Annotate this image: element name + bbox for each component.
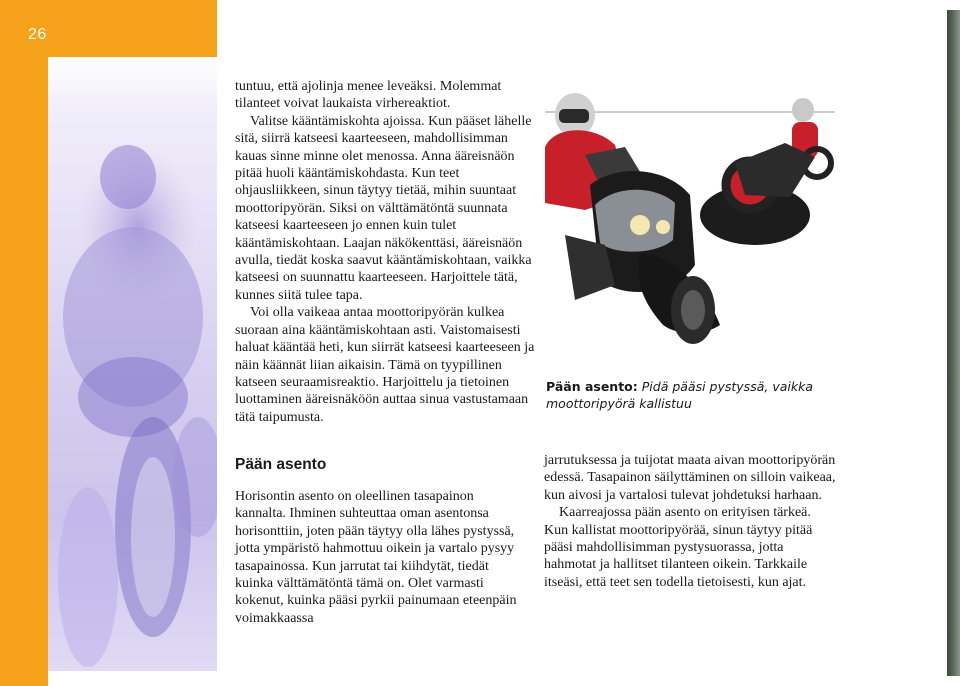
paragraph: Kaarreajossa pään asento on erityisen tärkeä. Kun kallistat moottoripyörää, sinun täytyy pitää pääsi mahdollisimman pystysuorassa, jotta hahmotat ja hallitset tilanteen oikein. Tarkkaile itseäsi, että teet sen todella tietoisesti, kun ajat. bbox=[544, 505, 813, 590]
text-column-2 bbox=[235, 488, 527, 627]
paragraph: Horisontin asento on oleellinen tasapainon kannalta. Ihminen suhteuttaa oman asentonsa horisonttiin, joten pään täytyy olla lähes pystyssä, jotta ympäristö hahmottuu oikein ja vartalo pysyy tasapainossa. Kun jarrutat tai kiihdytät, tiedät kuinka välttämätöntä tämä on. Olet varmasti kokenut, kuinka pääsi pyrkii painumaan eteenpäin voimakkaassa bbox=[235, 489, 517, 626]
caption-label: Pään asento: bbox=[546, 379, 638, 394]
paragraph: Valitse kääntämiskohta ajoissa. Kun pääset lähelle sitä, siirrä katseesi kaarteeseen, mahdollisimman kauas sinne minne olet menossa. Anna ääreisnäön pitää huoli kääntämiskohdasta. Kun teet ohjausliikkeen, sinun täytyy tietää, mihin suuntaat moottoripyörän. Siksi on välttämätöntä suunnata katseesi kaarteeseen jo ennen kuin tulet kääntämiskohtaan. Laajan näkökenttäsi, ääreisnäön avulla, tiedät koska saavut kääntämiskohtaan, vaikka katseesi on suunnattu kaarteeseen. Harjoittele tätä, kunnes siitä tulee tapa. bbox=[235, 113, 532, 303]
section-heading: Pään asento bbox=[235, 456, 327, 473]
caption-text: Pidä pääsi pystyssä, vaikka moottoripyörä kallistuu bbox=[546, 379, 813, 411]
text-column-3 bbox=[544, 452, 836, 591]
photo-caption bbox=[546, 378, 836, 412]
purple-tinted-rider-photo bbox=[48, 57, 217, 671]
paragraph: jarrutuksessa ja tuijotat maata aivan moottoripyörän edessä. Tasapainon säilyttäminen on silloin vaikeaa, kun aivosi ja vartalosi tulevat johdetuksi harhaan. bbox=[544, 453, 836, 503]
motorcyclists-photo bbox=[545, 85, 845, 365]
paragraph: tuntuu, että ajolinja menee leveäksi. Molemmat tilanteet voivat laukaista virhereaktiot. bbox=[235, 79, 502, 112]
text-column-1 bbox=[235, 78, 535, 426]
orange-side-bar bbox=[0, 0, 48, 686]
paragraph: Voi olla vaikeaa antaa moottoripyörän kulkea suoraan aina kääntämiskohtaan asti. Vaistomaisesti haluat kääntää heti, kun siirrät katseesi kaarteeseen ja näin käännät liian aikaisin. Tämä on tyypillinen katseen seuraamisreaktio. Harjoittelu ja tietoinen luottaminen ääreisnäköön auttaa sinua vastustamaan tätä taipumusta. bbox=[235, 305, 535, 425]
motorcycle-illustration bbox=[545, 85, 845, 365]
adjacent-page-edge bbox=[947, 10, 960, 676]
front-rider-graphic bbox=[545, 93, 720, 344]
page-number: 26 bbox=[28, 26, 47, 43]
rider-silhouette-image bbox=[48, 57, 217, 671]
rear-rider-graphic bbox=[700, 98, 831, 245]
